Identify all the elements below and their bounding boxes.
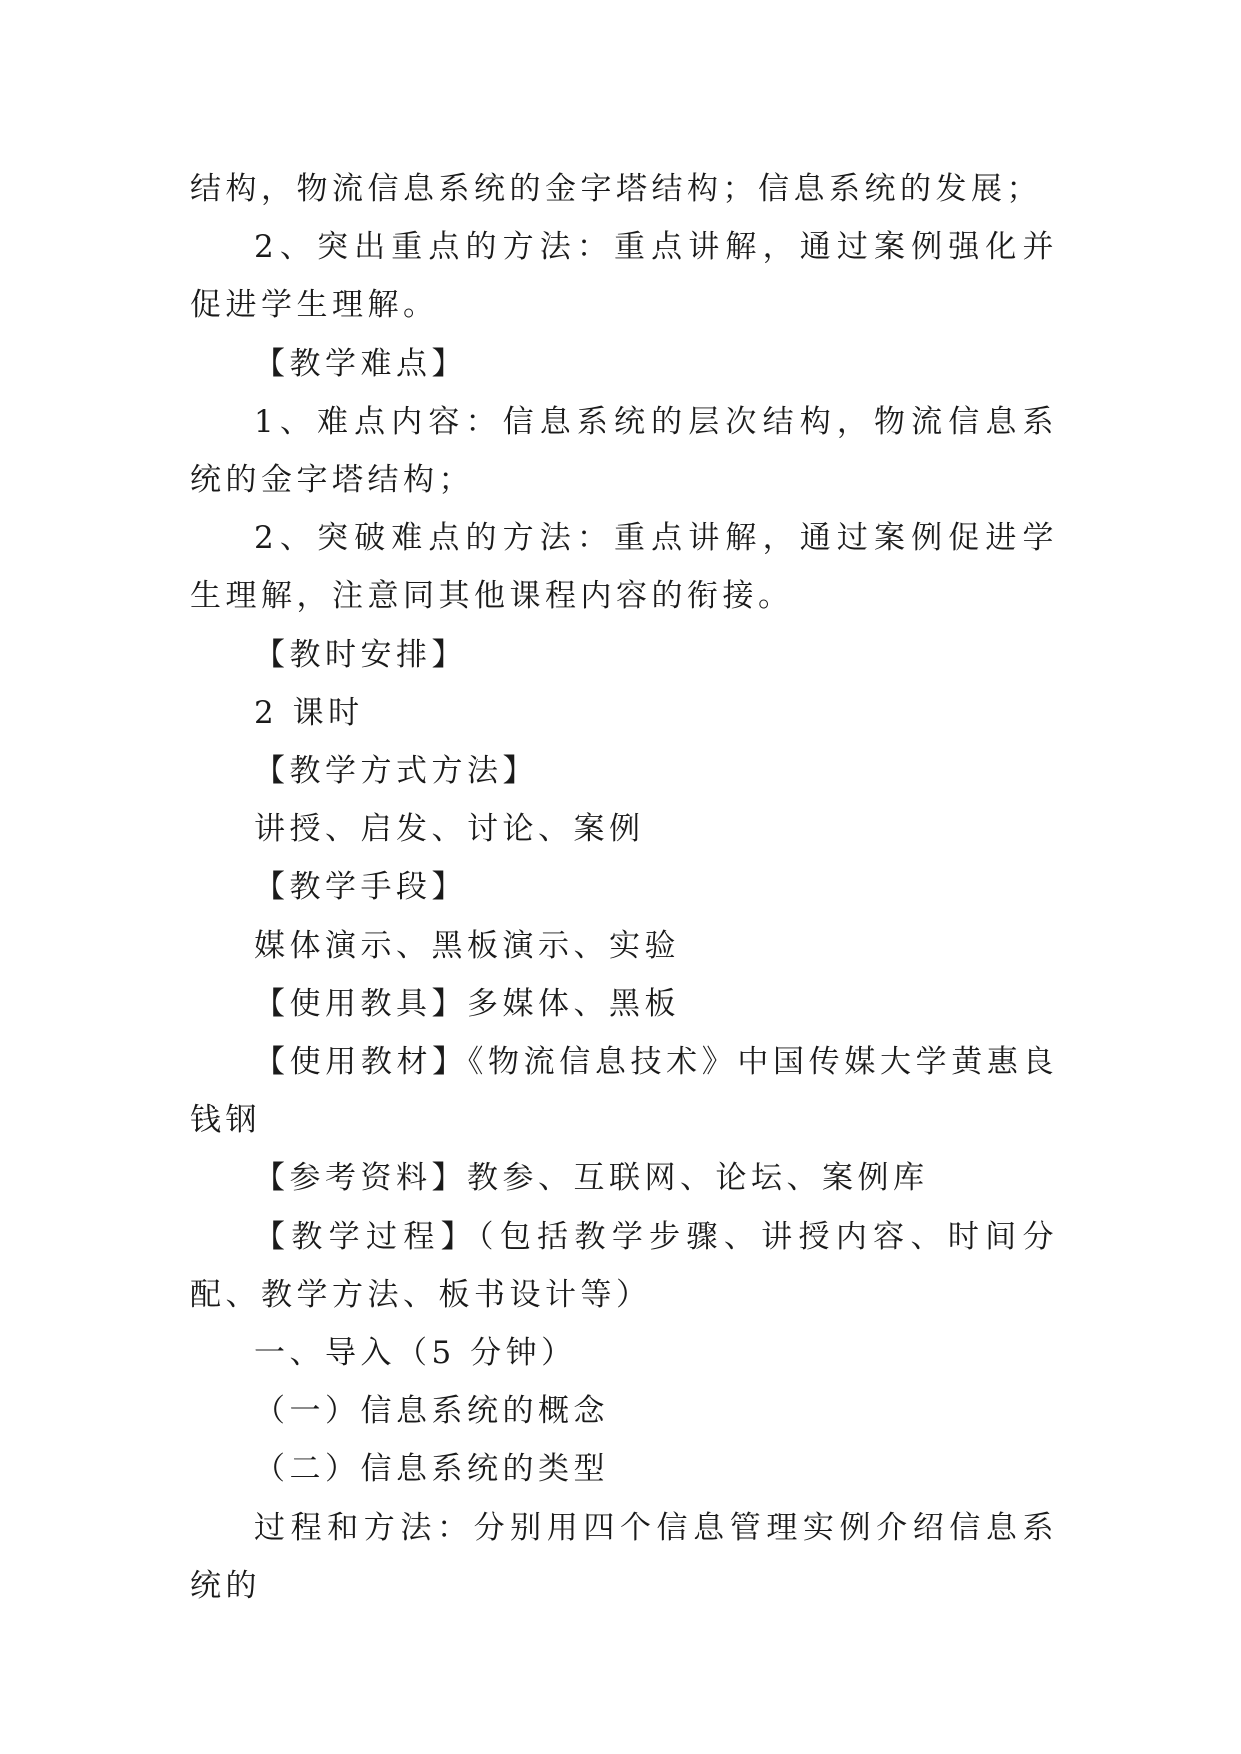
section-heading-means: 【教学手段】 bbox=[254, 869, 467, 906]
paragraph-9: 讲授、启发、讨论、案例 bbox=[254, 811, 645, 848]
paragraph-4: 1、难点内容：信息系统的层次结构，物流信息系统的金字塔结构； bbox=[190, 403, 1058, 499]
section-heading-methods: 【教学方式方法】 bbox=[254, 753, 538, 790]
paragraph-references: 【参考资料】教参、互联网、论坛、案例库 bbox=[254, 1160, 929, 1197]
paragraph-teaching-aids: 【使用教具】多媒体、黑板 bbox=[254, 985, 680, 1022]
section-heading-difficulties: 【教学难点】 bbox=[254, 345, 467, 382]
paragraph-11: 媒体演示、黑板演示、实验 bbox=[254, 927, 680, 964]
paragraph-2: 2、突出重点的方法：重点讲解，通过案例强化并促进学生理解。 bbox=[190, 229, 1058, 324]
paragraph-1: 结构，物流信息系统的金字塔结构；信息系统的发展； bbox=[190, 171, 1042, 207]
paragraph-process-method: 过程和方法：分别用四个信息管理实例介绍信息系统的 bbox=[190, 1509, 1058, 1604]
document-body bbox=[190, 160, 1058, 1615]
paragraph-concept: （一）信息系统的概念 bbox=[254, 1393, 609, 1430]
paragraph-5: 2、突破难点的方法：重点讲解，通过案例促进学生理解，注意同其他课程内容的衔接。 bbox=[190, 520, 1058, 615]
paragraph-7: 2 课时 bbox=[254, 694, 364, 731]
paragraph-types: （二）信息系统的类型 bbox=[254, 1451, 609, 1488]
paragraph-textbook: 【使用教材】《物流信息技术》中国传媒大学黄惠良钱钢 bbox=[190, 1044, 1058, 1139]
section-heading-schedule: 【教时安排】 bbox=[254, 636, 467, 673]
paragraph-introduction: 一、导入（5 分钟） bbox=[254, 1335, 577, 1372]
paragraph-teaching-process: 【教学过程】（包括教学步骤、讲授内容、时间分配、教学方法、板书设计等） bbox=[190, 1218, 1058, 1313]
